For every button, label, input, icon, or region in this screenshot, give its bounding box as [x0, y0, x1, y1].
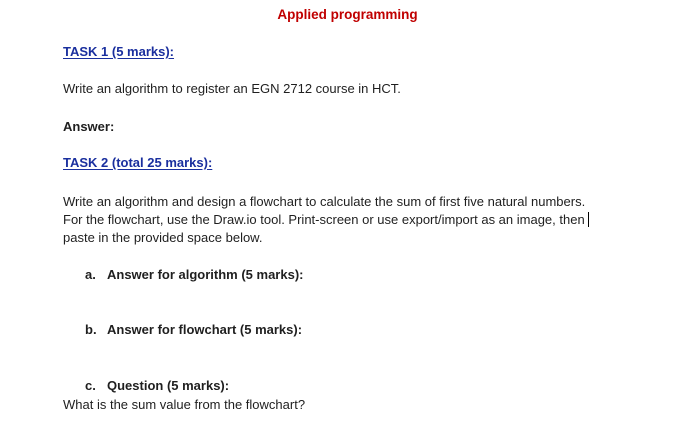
task1-answer-label: Answer: — [63, 119, 115, 134]
task2-item-b — [85, 322, 302, 337]
task2-question-text: What is the sum value from the flowchart? — [63, 397, 306, 412]
task1-prompt: Write an algorithm to register an EGN 2712 course in HCT. — [63, 81, 401, 96]
document-title: Applied programming — [277, 7, 418, 22]
task2-item-a-label: Answer for algorithm (5 marks): — [107, 267, 304, 282]
task1-heading: TASK 1 (5 marks): — [63, 44, 175, 59]
task2-item-c-marker: c. — [85, 378, 96, 393]
task2-prompt-line-1: Write an algorithm and design a flowchart to calculate the sum of first five natural numbers. — [63, 194, 586, 209]
task2-item-b-label: Answer for flowchart (5 marks): — [107, 322, 303, 337]
task2-item-c — [85, 378, 229, 393]
task2-prompt-line-3: paste in the provided space below. — [63, 230, 263, 245]
task2-prompt-line-2 — [63, 211, 589, 230]
text-cursor — [588, 212, 589, 227]
task2-heading: TASK 2 (total 25 marks): — [63, 155, 213, 170]
task2-item-b-marker: b. — [85, 322, 97, 337]
task2-item-a-marker: a. — [85, 267, 96, 282]
task2-prompt-line-2-text: For the flowchart, use the Draw.io tool. Print-screen or use export/import as an image, then — [63, 212, 585, 227]
task2-item-a — [85, 267, 304, 282]
task2-item-c-label: Question (5 marks): — [107, 378, 230, 393]
